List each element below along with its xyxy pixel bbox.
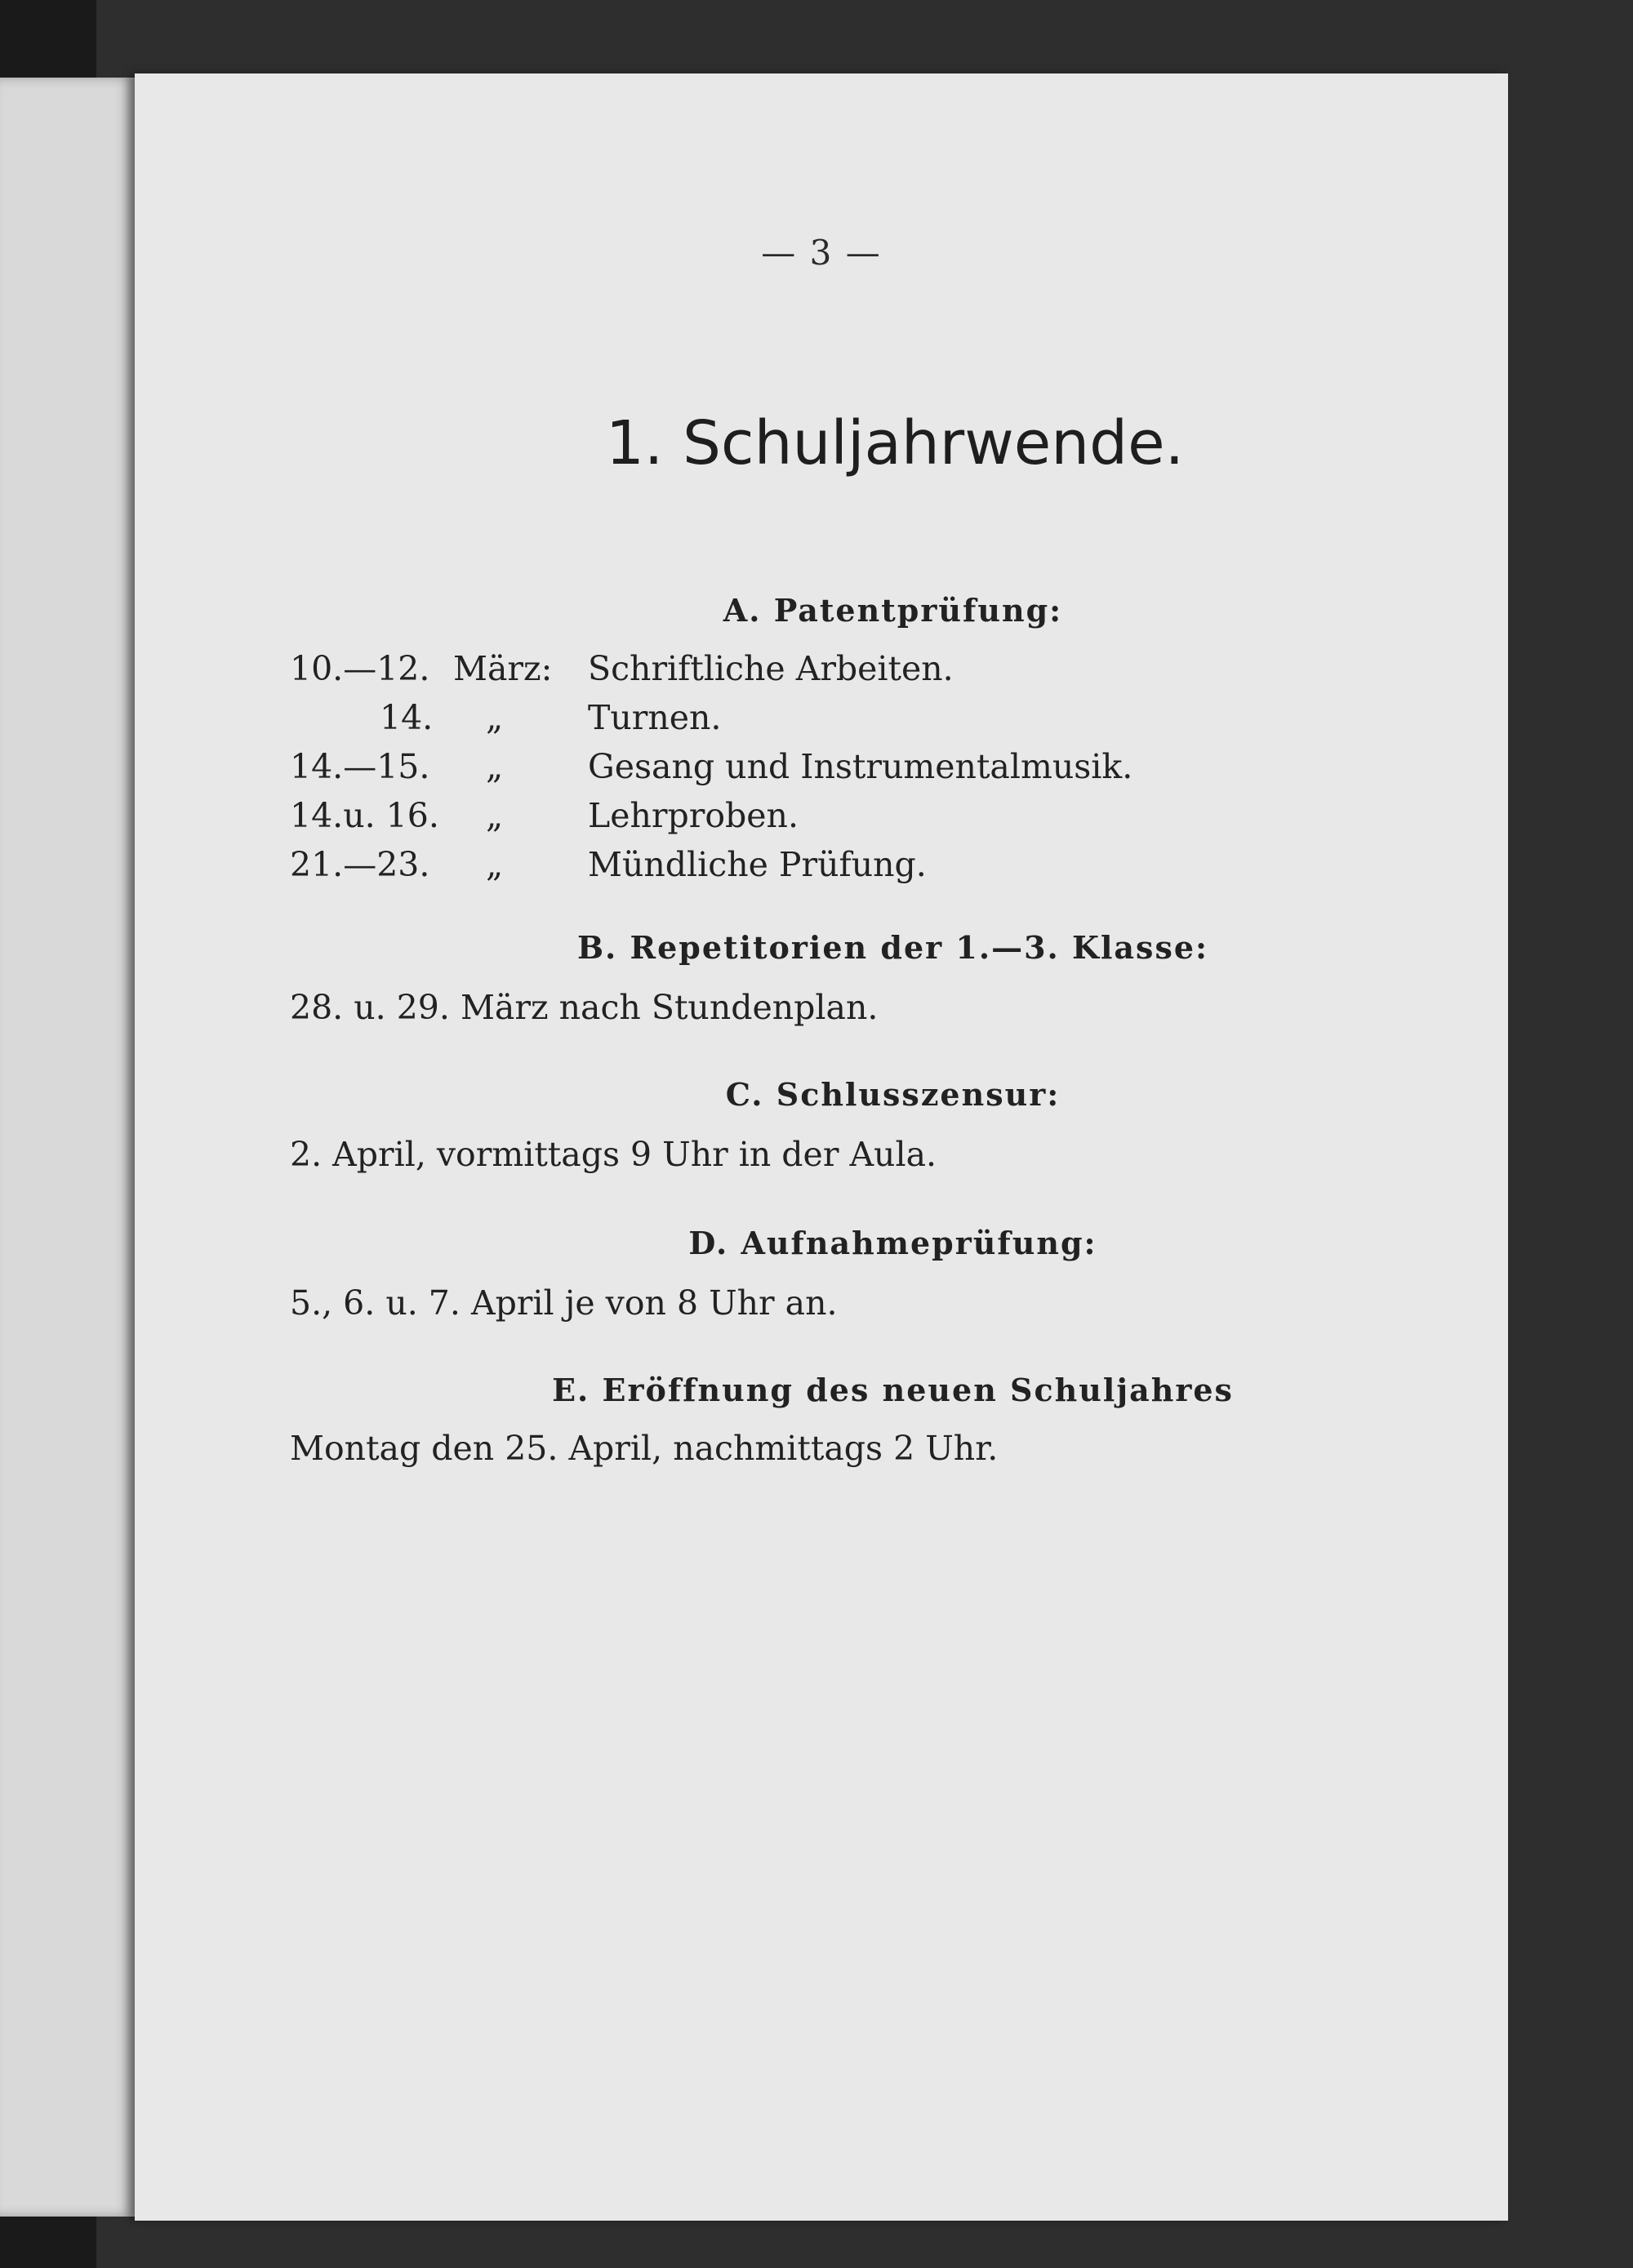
page-number: — 3 —: [761, 233, 882, 273]
section-c-heading: C. Schlusszensur:: [725, 1076, 1061, 1113]
row-description: Schriftliche Arbeiten.: [588, 649, 954, 688]
section-b-text: 28. u. 29. März nach Stundenplan.: [290, 988, 879, 1027]
row-description: Turnen.: [588, 698, 722, 737]
row-month: „: [486, 747, 504, 786]
row-month: März:: [453, 649, 553, 688]
row-date: 14.u. 16.: [290, 796, 439, 835]
page-title: 1. Schuljahrwende.: [605, 408, 1185, 478]
section-e-heading: E. Eröffnung des neuen Schuljahres: [552, 1372, 1234, 1408]
row-date: 10.—12.: [290, 649, 430, 688]
row-date: 14.: [380, 698, 434, 737]
section-c-text: 2. April, vormittags 9 Uhr in der Aula.: [290, 1135, 937, 1174]
section-d-heading: D. Aufnahmeprüfung:: [688, 1225, 1097, 1261]
left-facing-page: [0, 78, 135, 2217]
section-d-text: 5., 6. u. 7. April je von 8 Uhr an.: [290, 1283, 838, 1323]
section-a-heading: A. Patentprüfung:: [723, 592, 1063, 629]
row-description: Mündliche Prüfung.: [588, 845, 927, 884]
row-date: 14.—15.: [290, 747, 430, 786]
row-description: Lehrproben.: [588, 796, 799, 835]
document-page: [135, 73, 1508, 2221]
row-month: „: [486, 796, 504, 835]
row-month: „: [486, 698, 504, 737]
row-description: Gesang und Instrumentalmusik.: [588, 747, 1133, 786]
row-month: „: [486, 845, 504, 884]
section-e-text: Montag den 25. April, nachmittags 2 Uhr.: [290, 1429, 999, 1468]
row-date: 21.—23.: [290, 845, 430, 884]
section-b-heading: B. Repetitorien der 1.—3. Klasse:: [576, 929, 1209, 966]
